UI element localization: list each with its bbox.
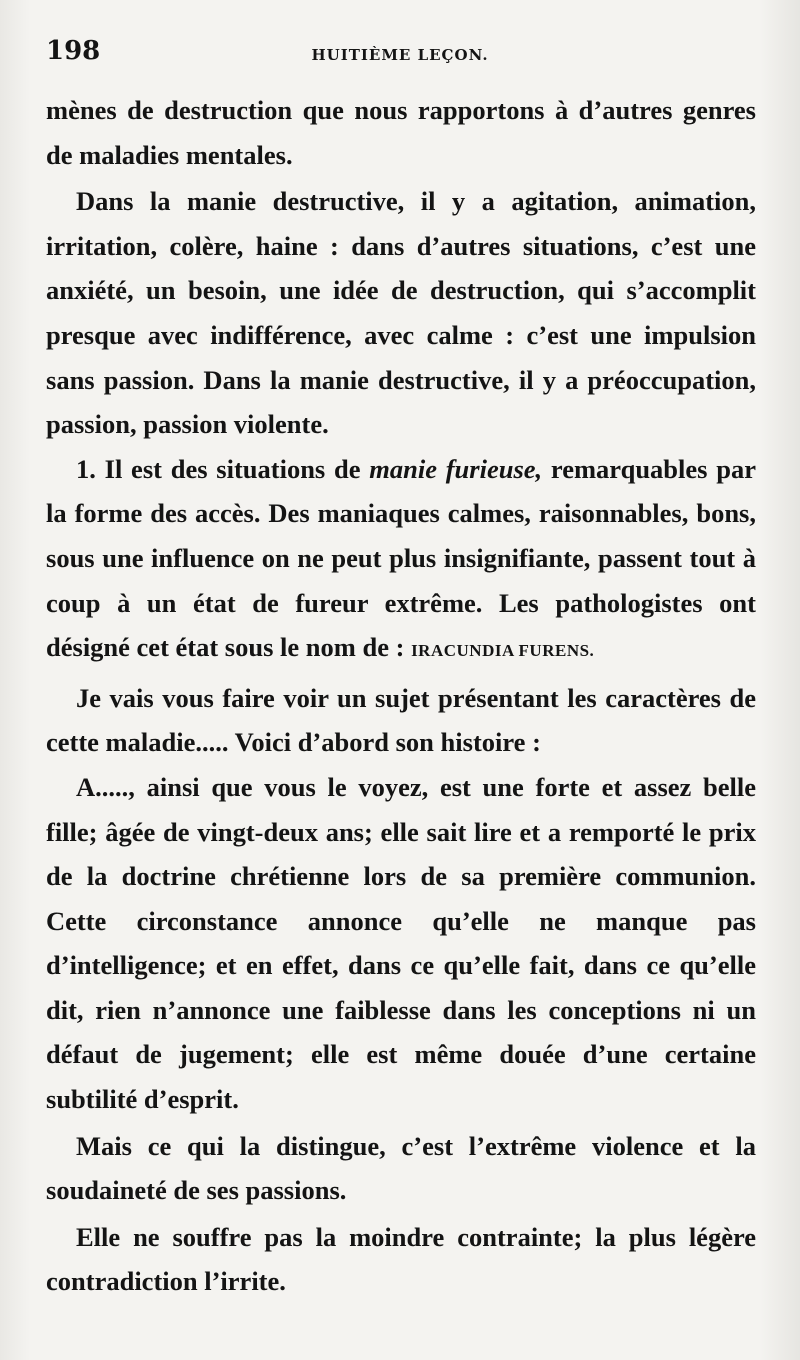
running-head <box>46 36 754 76</box>
page-number: 198 <box>46 36 101 66</box>
paragraph-2: Dans la manie destructive, il y a agitation, animation, irritation, colère, haine : dans d’autres situations, c’est une anxiété, un besoin, une idée de destruction, qui s’accomplit presque avec indifférence, avec calme : c’est une impulsion sans passion. Dans la manie destructive, il y a préoccupation, passion, passion violente. <box>46 186 756 440</box>
body-text <box>46 88 756 1304</box>
paragraph-1: mènes de destruction que nous rapportons à d’autres genres de maladies mentales. <box>46 95 756 170</box>
paragraph-7: Elle ne souffre pas la moindre contrainte; la plus légère contradiction l’irrite. <box>46 1221 756 1297</box>
paragraph-6: Mais ce qui la distingue, c’est l’extrême violence et la soudaineté de ses passions. <box>46 1130 756 1206</box>
paragraph-5: A....., ainsi que vous le voyez, est une forte et assez belle fille; âgée de vingt-deux ans; elle sait lire et a remporté le prix de la doctrine chrétienne lors de sa première communion. Cette circonstance annonce qu’elle ne manque pas d’intelligence; et en effet, dans ce qu’elle fait, dans ce qu’elle dit, rien n’annonce une faiblesse dans les conceptions ni un défaut de jugement; elle est même douée d’une certaine subtilité d’esprit. <box>46 771 756 1115</box>
paragraph-3-text-after: remarquables par la forme des accès. Des maniaques calmes, raisonnables, bons, sous une influence on ne peut plus insignifiante, passent tout à coup à un état de fureur extrême. Les pathologistes ont désigné cet état sous le nom de : <box>46 453 756 663</box>
smallcaps-term: IRACUNDIA FURENS. <box>411 641 595 661</box>
paragraph-4: Je vais vous faire voir un sujet présentant les caractères de cette maladie..... Voici d’abord son histoire : <box>46 682 756 758</box>
italic-term: manie furieuse, <box>369 453 543 484</box>
chapter-title: HUITIÈME LEÇON. <box>311 46 489 64</box>
paragraph-3 <box>46 447 756 674</box>
paragraph-3-text-before: 1. Il est des situations de <box>76 453 370 484</box>
